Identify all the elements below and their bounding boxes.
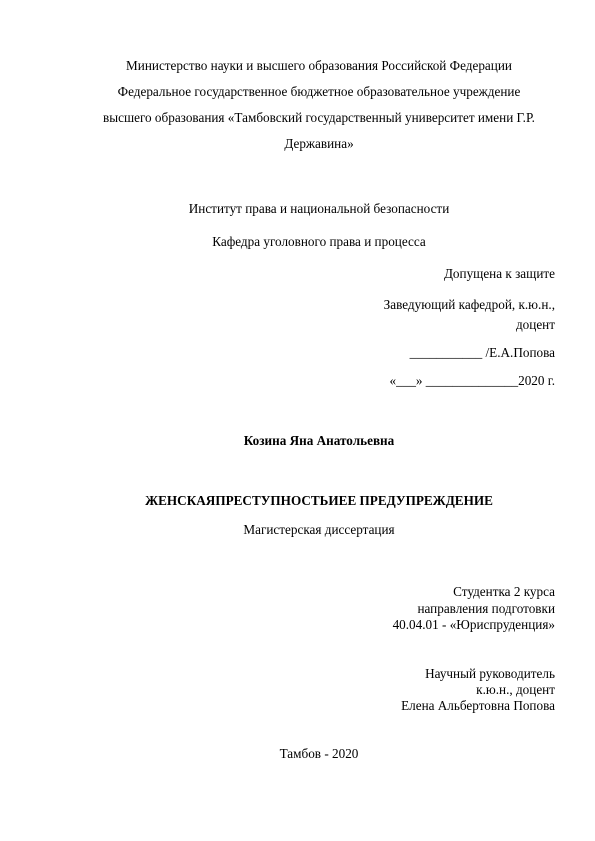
- signature-line: ___________ /Е.А.Попова: [409, 345, 555, 360]
- institution-line-1: Федеральное государственное бюджетное образовательное учреждение: [117, 84, 521, 99]
- student-line-2: направления подготовки: [417, 601, 555, 616]
- institution-line-3: Державина»: [284, 136, 354, 151]
- supervisor-line-3: Елена Альбертовна Попова: [401, 698, 555, 713]
- supervisor-line-1: Научный руководитель: [425, 666, 555, 681]
- work-type: Магистерская диссертация: [243, 522, 395, 537]
- department-name: Кафедра уголовного права и процесса: [212, 234, 426, 249]
- institute-name: Институт права и национальной безопасности: [188, 201, 450, 216]
- author-name: Козина Яна Анатольевна: [243, 433, 395, 448]
- date-line: «___» ______________2020 г.: [389, 373, 555, 388]
- thesis-title: ЖЕНСКАЯПРЕСТУПНОСТЬИЕЕ ПРЕДУПРЕЖДЕНИЕ: [145, 493, 493, 508]
- city-year: Тамбов - 2020: [279, 746, 359, 761]
- ministry-line: Министерство науки и высшего образования Российской Федерации: [126, 58, 512, 73]
- admitted-label: Допущена к защите: [443, 266, 555, 281]
- head-rank: доцент: [515, 317, 555, 332]
- student-line-1: Студентка 2 курса: [453, 584, 555, 599]
- head-title: Заведующий кафедрой, к.ю.н.,: [383, 297, 555, 312]
- institution-line-2: высшего образования «Тамбовский государственный университет имени Г.Р.: [103, 110, 535, 125]
- student-line-3: 40.04.01 - «Юриспруденция»: [392, 617, 555, 632]
- supervisor-line-2: к.ю.н., доцент: [476, 682, 555, 697]
